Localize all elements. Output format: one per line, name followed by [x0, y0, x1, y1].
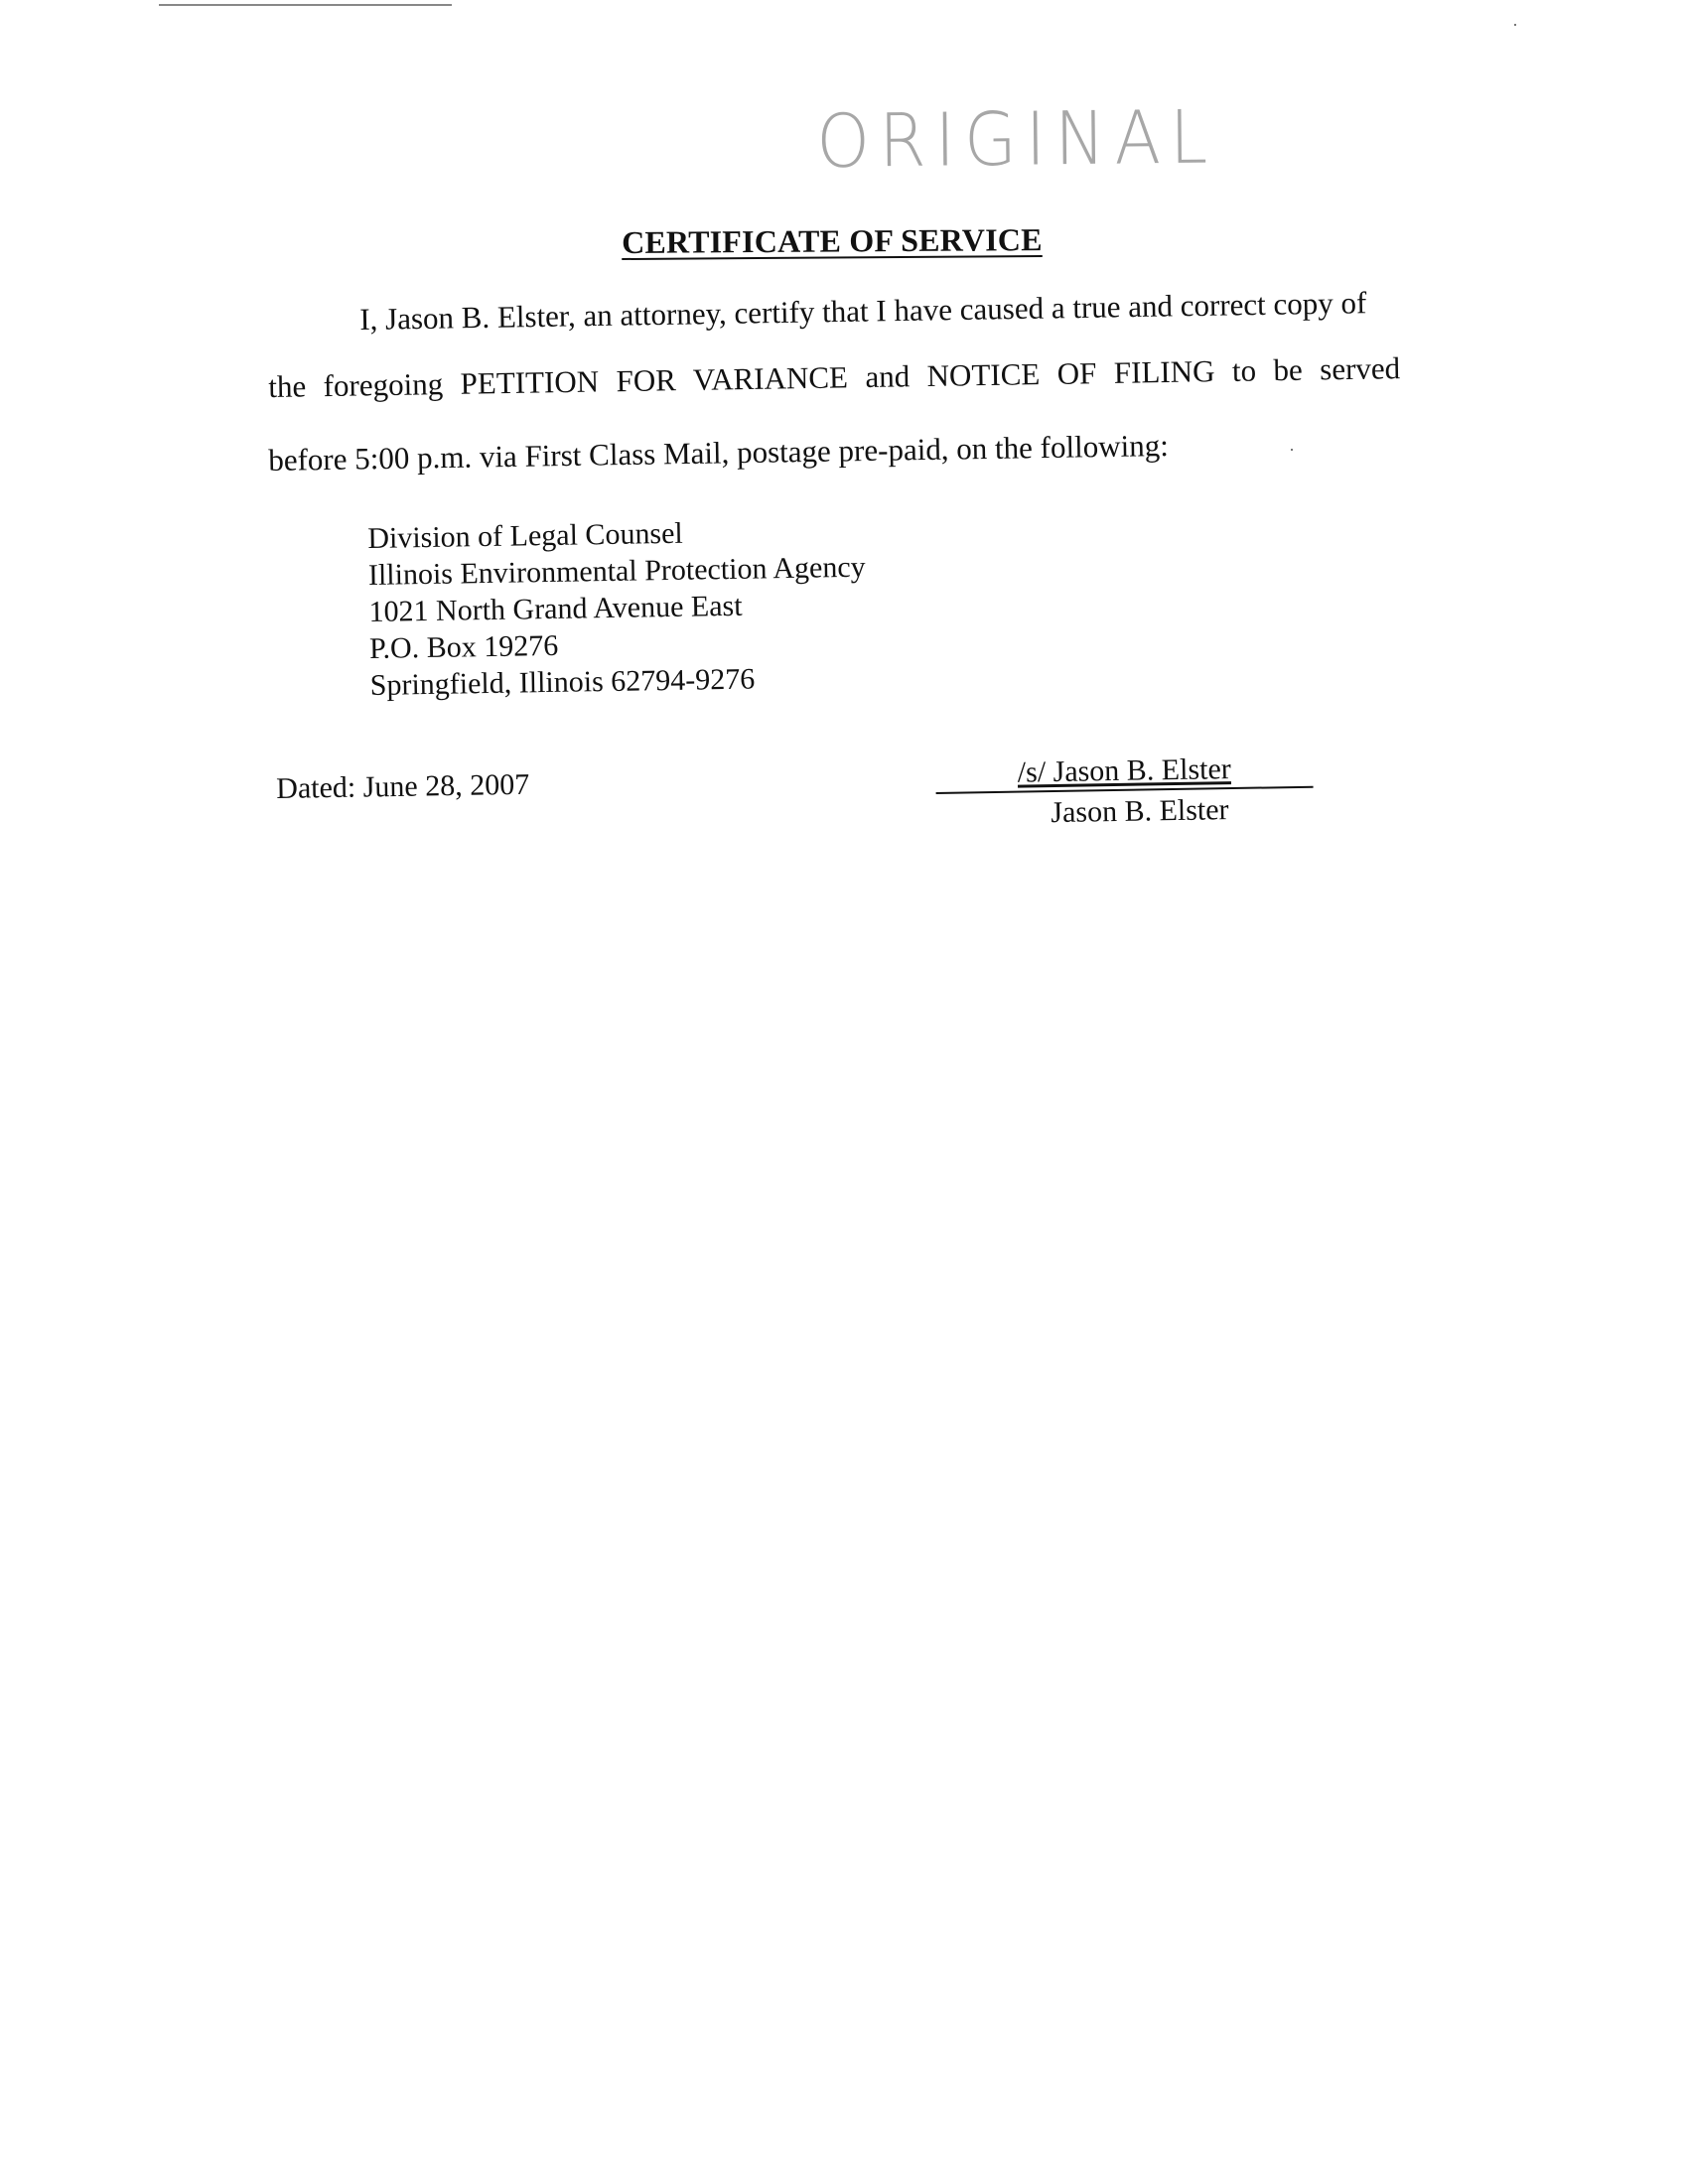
scan-artifact-dot — [1514, 24, 1516, 26]
address-line: Illinois Environmental Protection Agency — [367, 550, 866, 592]
service-address — [367, 512, 868, 704]
scan-artifact-dot — [1291, 449, 1293, 451]
signature-block — [935, 751, 1314, 832]
date-line: Dated: June 28, 2007 — [276, 767, 530, 805]
certification-line-2: the foregoing PETITION FOR VARIANCE and NOTICE OF FILING to be served — [268, 350, 1401, 404]
document-title: CERTIFICATE OF SERVICE — [622, 221, 1043, 260]
address-line: Division of Legal Counsel — [367, 516, 684, 555]
signature-line — [935, 751, 1314, 794]
certification-line-1: I, Jason B. Elster, an attorney, certify that I have caused a true and correct copy of — [359, 285, 1367, 337]
certification-line-3: before 5:00 p.m. via First Class Mail, postage pre-paid, on the following: — [268, 427, 1170, 478]
signer-printed-name: Jason B. Elster — [1051, 793, 1229, 830]
address-line: P.O. Box 19276 — [368, 628, 559, 665]
original-stamp: ORIGINAL — [816, 94, 1217, 185]
address-line: 1021 North Grand Avenue East — [368, 589, 743, 628]
scan-artifact-rule — [159, 4, 452, 6]
address-line: Springfield, Illinois 62794-9276 — [369, 662, 756, 702]
conformed-signature: /s/ Jason B. Elster — [1017, 752, 1232, 789]
